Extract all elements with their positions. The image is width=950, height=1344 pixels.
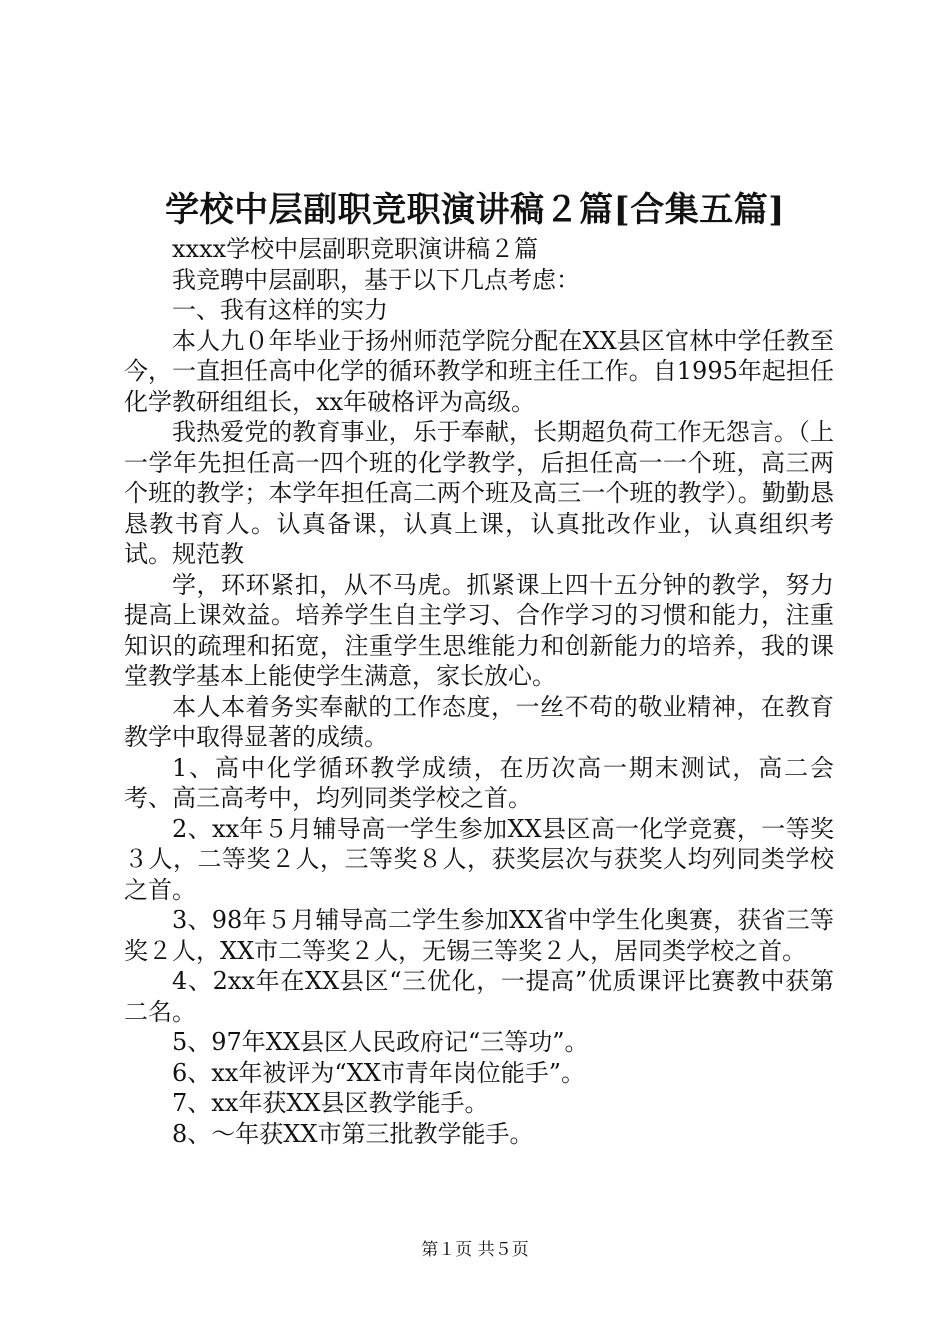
list-item: 7、xx年获XX县区教学能手。 bbox=[172, 1089, 489, 1117]
paragraph: 我热爱党的教育事业，乐于奉献，长期超负荷工作无怨言。（上一学年先担任高一四个班的化学教学，后担任高一一个班，高三两个班的教学；本学年担任高二两个班及高三一个班的教学）。勤勤恳恳教书育人。认真备课，认真上课，认真批改作业，认真组织考试。规范教 bbox=[124, 418, 834, 568]
list-item: 4、2xx年在XX县区“三优化，一提高”优质课评比赛教中获第二名。 bbox=[124, 967, 834, 1026]
list-item: 2、xx年５月辅导高一学生参加XX县区高一化学竞赛，一等奖３人，二等奖２人，三等奖８人，获奖层次与获奖人均列同类学校之首。 bbox=[124, 814, 834, 904]
paragraph: 我竞聘中层副职，基于以下几点考虑： bbox=[172, 265, 580, 294]
paragraph: 本人本着务实奉献的工作态度，一丝不苟的敬业精神，在教育教学中取得显著的成绩。 bbox=[124, 692, 834, 751]
list-item: 6、xx年被评为“XX市青年岗位能手”。 bbox=[172, 1058, 586, 1087]
paragraph: xxxx学校中层副职竞职演讲稿２篇 bbox=[172, 235, 539, 263]
section-heading: 一、我有这样的实力 bbox=[172, 296, 388, 324]
list-item: 8、～年获XX市第三批教学能手。 bbox=[172, 1119, 534, 1148]
list-item: 3、98年５月辅导高二学生参加XX省中学生化奥赛，获省三等奖２人，XX市二等奖２人，无锡三等奖２人，居同类学校之首。 bbox=[124, 906, 834, 965]
list-item: 1、高中化学循环教学成绩，在历次高一期末测试，高二会考、高三高考中，均列同类学校之首。 bbox=[124, 753, 834, 812]
page-title: 学校中层副职竞职演讲稿２篇[合集五篇] bbox=[165, 190, 785, 230]
list-item: 5、97年XX县区人民政府记“三等功”。 bbox=[172, 1028, 589, 1056]
document-body bbox=[124, 234, 834, 1149]
paragraph: 本人九０年毕业于扬州师范学院分配在XX县区官林中学任教至今，一直担任高中化学的循环教学和班主任工作。自1995年起担任化学教研组组长，xx年破格评为高级。 bbox=[124, 326, 834, 416]
page-number-footer: 第１页 共５页 bbox=[421, 1240, 529, 1260]
paragraph: 学，环环紧扣，从不马虎。抓紧课上四十五分钟的教学，努力提高上课效益。培养学生自主学习、合作学习的习惯和能力，注重知识的疏理和拓宽，注重学生思维能力和创新能力的培养，我的课堂教学基本上能使学生满意，家长放心。 bbox=[124, 570, 834, 690]
